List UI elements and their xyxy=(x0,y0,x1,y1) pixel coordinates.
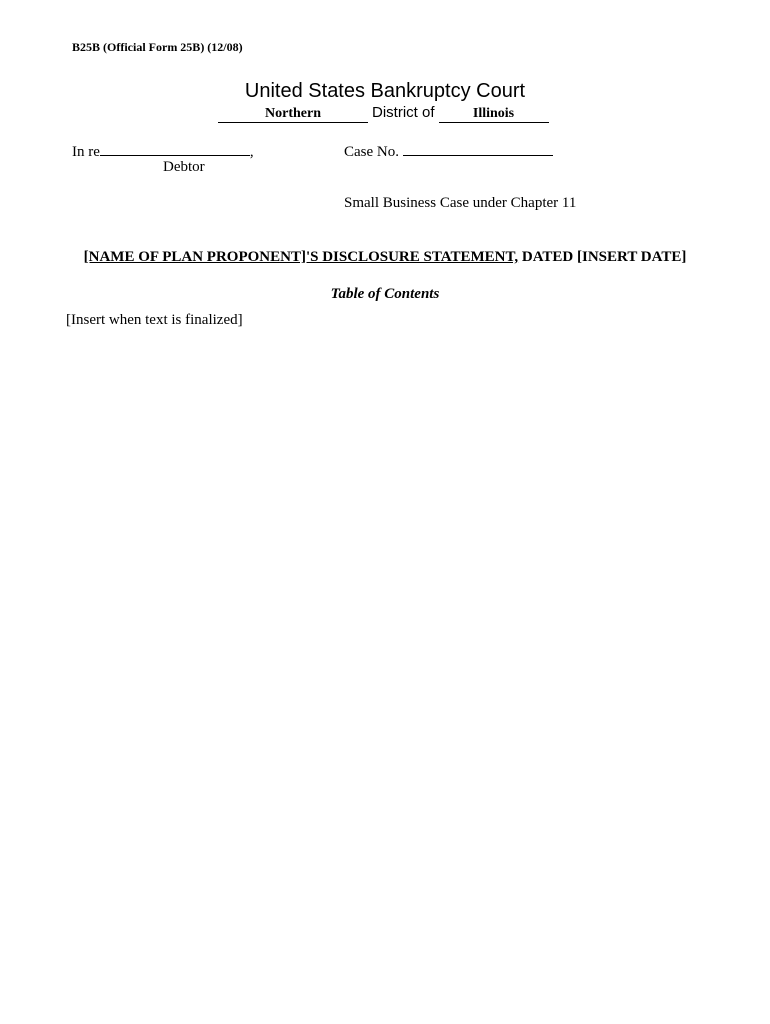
case-no-label: Case No. xyxy=(344,144,399,160)
state-field[interactable]: Illinois xyxy=(439,106,549,123)
in-re-line xyxy=(72,141,254,161)
toc-placeholder: [Insert when text is finalized] xyxy=(66,312,243,328)
case-type-label: Small Business Case under Chapter 11 xyxy=(344,195,577,211)
case-number-field[interactable] xyxy=(403,141,553,156)
form-identifier: B25B (Official Form 25B) (12/08) xyxy=(72,40,243,54)
district-field[interactable]: Northern xyxy=(218,106,368,123)
in-re-label: In re xyxy=(72,144,100,160)
debtor-label: Debtor xyxy=(163,159,205,175)
district-of-label: District of xyxy=(372,104,435,121)
case-number-line xyxy=(344,141,553,161)
debtor-name-field[interactable] xyxy=(100,141,250,156)
disclosure-statement-title xyxy=(0,249,770,266)
in-re-comma: , xyxy=(249,144,254,160)
court-title: United States Bankruptcy Court xyxy=(244,80,526,102)
district-line xyxy=(218,104,549,123)
disclosure-title-underlined: [NAME OF PLAN PROPONENT]'S DISCLOSURE STATEMENT, xyxy=(83,249,519,265)
disclosure-title-date: DATED [INSERT DATE] xyxy=(518,249,687,265)
toc-heading: Table of Contents xyxy=(330,286,440,302)
